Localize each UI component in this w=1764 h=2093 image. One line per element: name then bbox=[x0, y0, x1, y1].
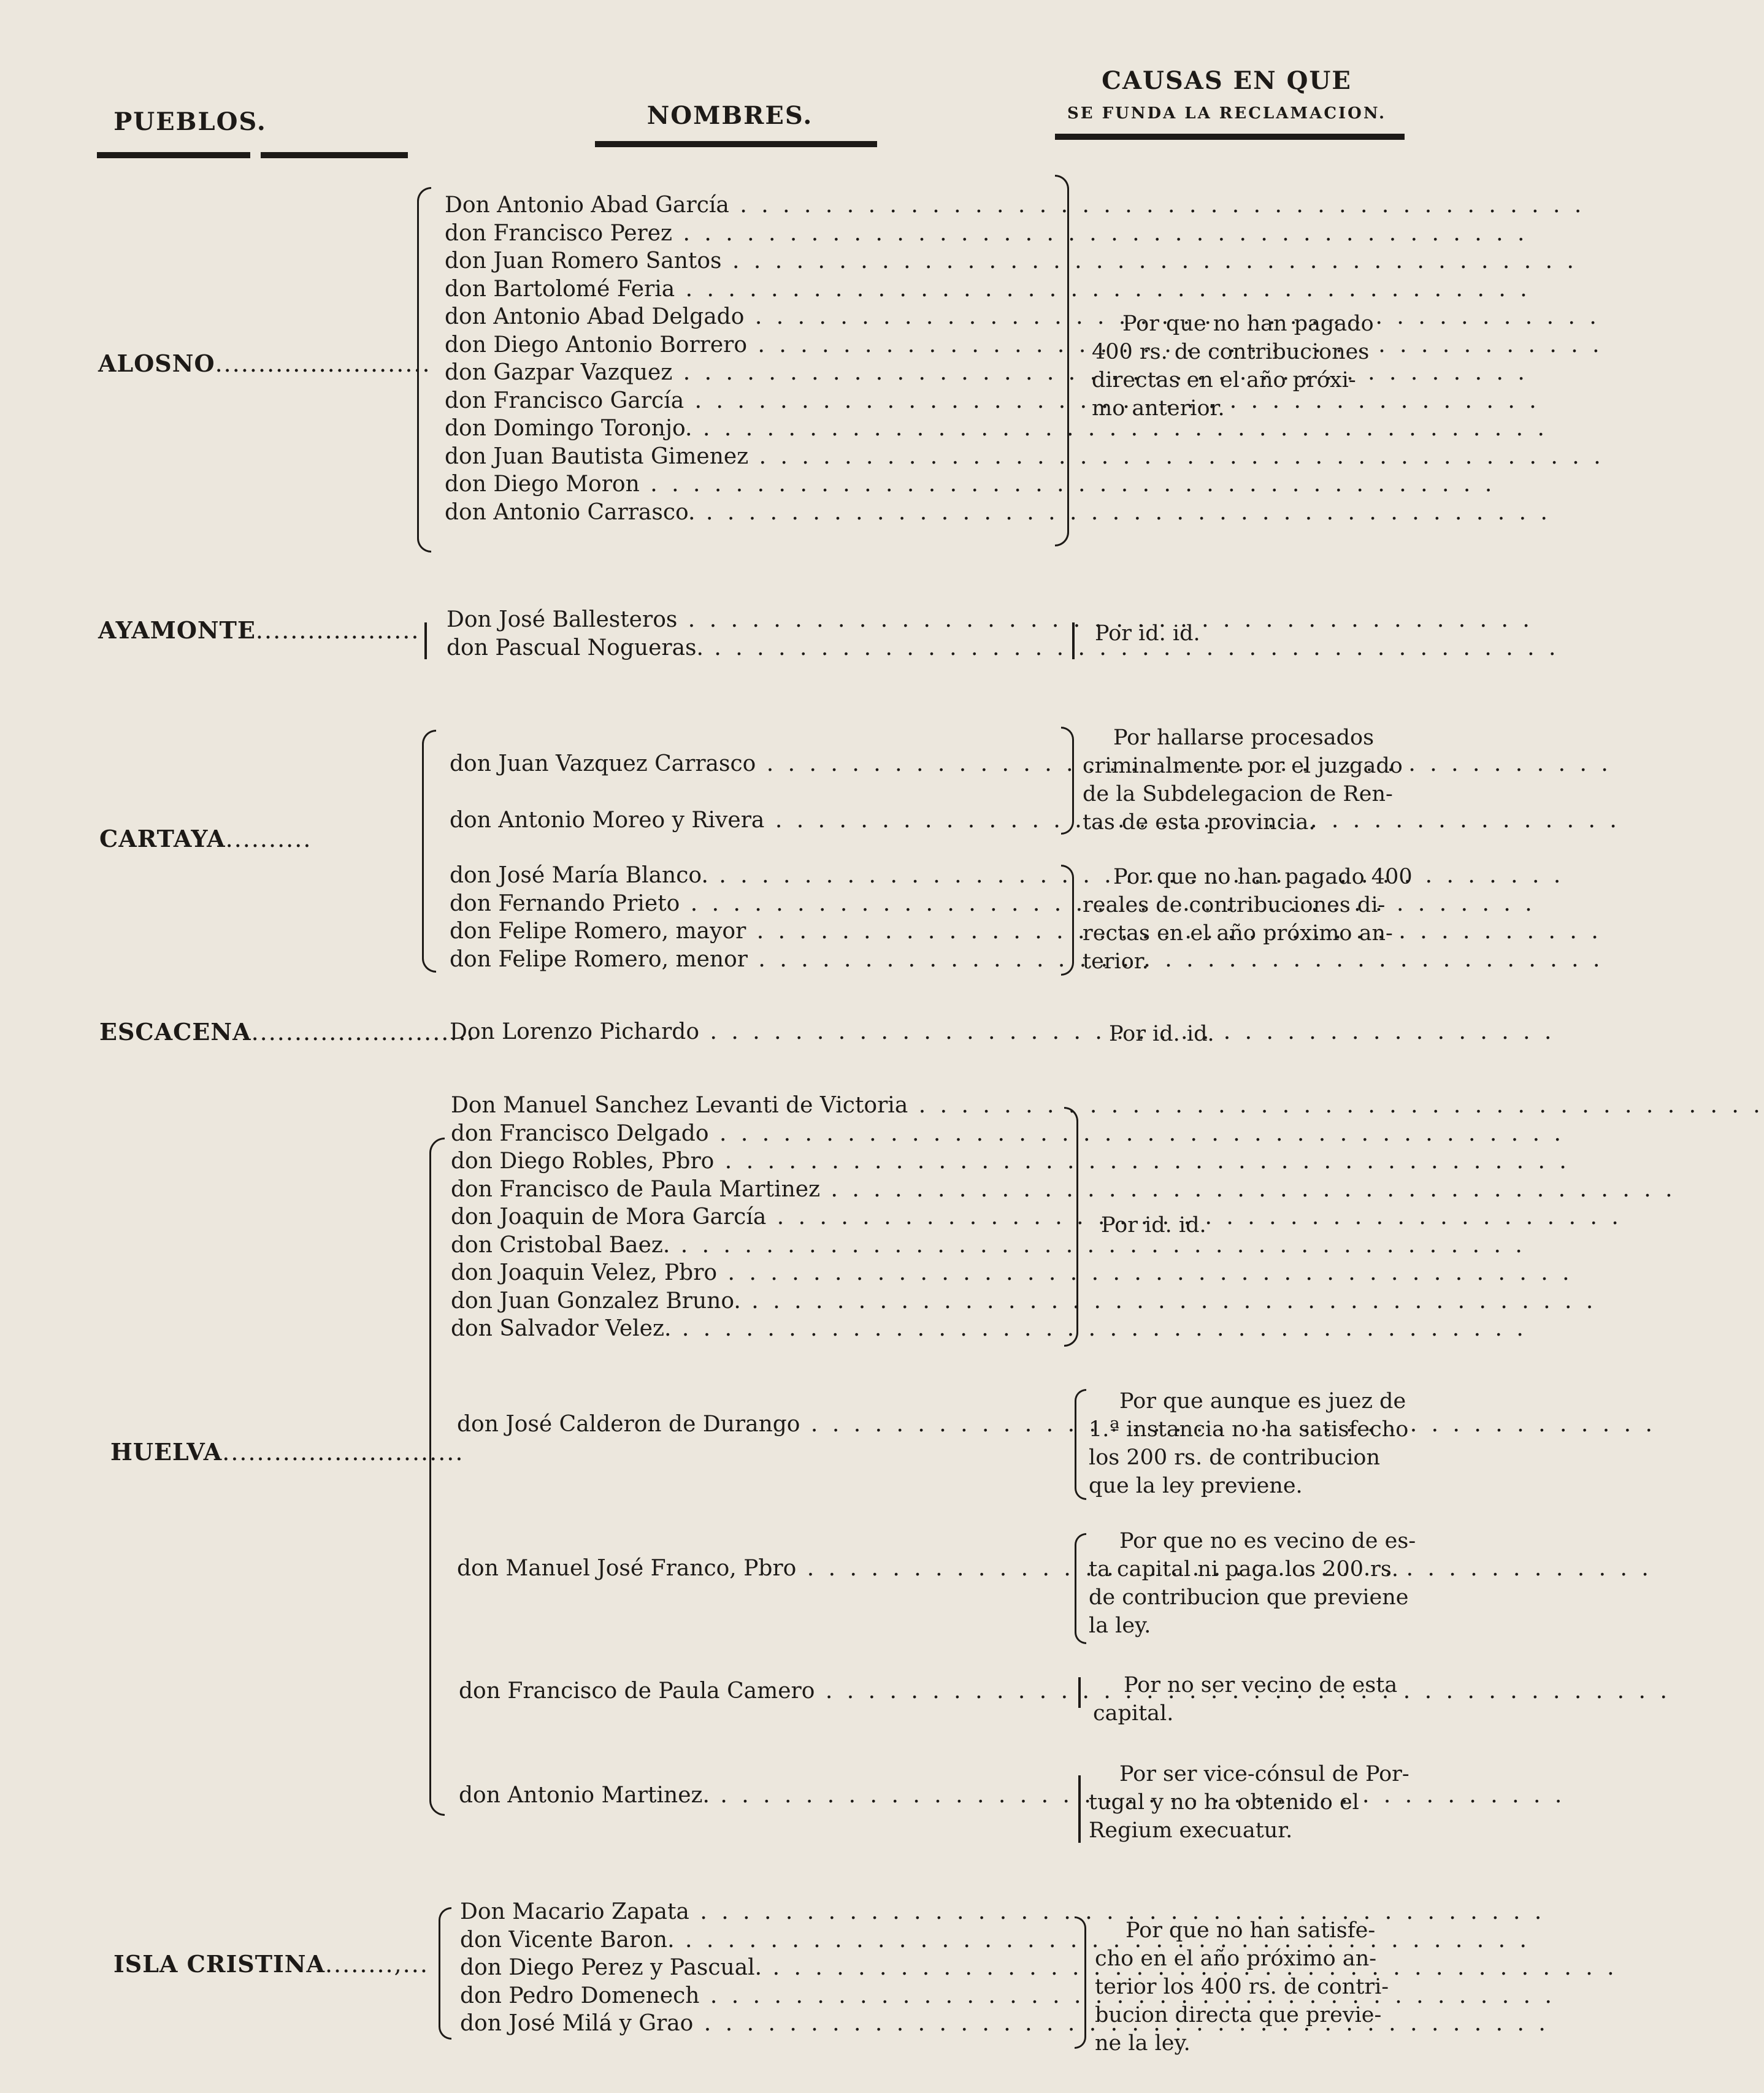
names-huelva-c bbox=[457, 1555, 1064, 1583]
left-brace bbox=[417, 187, 431, 553]
header-rule bbox=[595, 141, 877, 147]
name-entry: don Antonio Moreo y Rivera . . . bbox=[450, 792, 1063, 849]
cause-cartaya-b: Por que no han pagado 400 reales de contribuciones di- rectas en el año próximo an- terior. bbox=[1083, 865, 1413, 974]
name-entry: don Pedro Domenech . . . bbox=[460, 1982, 1064, 2010]
name-entry: don Diego Antonio Borrero . . . bbox=[445, 331, 1058, 359]
name-entry: don Juan Bautista Gimenez . . . bbox=[445, 443, 1058, 471]
brace-bar bbox=[424, 622, 427, 659]
right-brace bbox=[1064, 1107, 1078, 1347]
name-entry: don Juan Gonzalez Bruno. . . . bbox=[451, 1287, 1064, 1315]
header-rule bbox=[97, 152, 250, 158]
names-ayamonte bbox=[447, 606, 1060, 662]
left-brace bbox=[439, 1907, 451, 2040]
name-entry: don Diego Moron . . . bbox=[445, 470, 1058, 499]
right-brace bbox=[1075, 1916, 1086, 2049]
header-causas-subtitle: SE FUNDA LA RECLAMACION. bbox=[1067, 104, 1386, 123]
name-entry: don Francisco García . . . bbox=[445, 387, 1058, 415]
pueblo-ayamonte: AYAMONTE................... bbox=[98, 616, 420, 644]
names-isla-cristina bbox=[460, 1898, 1064, 2038]
name-entry: don Pascual Nogueras. . . . bbox=[447, 634, 1060, 662]
name-entry: don Antonio Abad Delgado . . . bbox=[445, 303, 1058, 331]
name-entry: Don Manuel Sanchez Levanti de Victoria . . . bbox=[451, 1092, 1064, 1120]
names-huelva-b bbox=[457, 1410, 1064, 1439]
left-brace bbox=[422, 730, 436, 973]
pueblo-escacena: ESCACENA.......................... bbox=[99, 1018, 476, 1046]
pueblo-isla-cristina: ISLA CRISTINA........,... bbox=[113, 1950, 429, 1978]
pueblo-alosno: ALOSNO......................... bbox=[98, 350, 431, 377]
cause-huelva-b: Por que aunque es juez de 1.ª instancia no ha satisfecho los 200 rs. de contribucion que la ley previene. bbox=[1089, 1389, 1409, 1498]
right-brace bbox=[1061, 727, 1074, 835]
name-entry: don Fernando Prieto . . . bbox=[450, 890, 1063, 918]
name-entry: Don Lorenzo Pichardo . . . bbox=[450, 1018, 1063, 1046]
cause-isla-cristina: Por que no han satisfe- cho en el año próximo an- terior los 400 rs. de contri- bucion directa que previe- ne la ley. bbox=[1095, 1918, 1389, 2056]
header-causas: CAUSAS EN QUE bbox=[1102, 66, 1352, 95]
name-entry: don Antonio Martinez. . . . bbox=[459, 1781, 1063, 1810]
cause-escacena: Por id. id. bbox=[1109, 1022, 1214, 1046]
name-entry: don Antonio Carrasco. . . . bbox=[445, 499, 1058, 527]
name-entry: don Felipe Romero, menor . . . bbox=[450, 946, 1063, 974]
name-entry: don Joaquin Velez, Pbro . . . bbox=[451, 1259, 1064, 1287]
names-cartaya-a bbox=[450, 736, 1063, 849]
name-entry: don Diego Robles, Pbro . . . bbox=[451, 1147, 1064, 1176]
name-entry: don Francisco de Paula Camero . . . bbox=[459, 1677, 1063, 1705]
names-alosno bbox=[445, 191, 1058, 526]
pueblo-cartaya: CARTAYA.......... bbox=[99, 825, 312, 852]
name-entry: don Juan Romero Santos . . . bbox=[445, 247, 1058, 275]
names-huelva-e bbox=[459, 1781, 1063, 1810]
right-brace bbox=[1061, 865, 1074, 976]
name-entry: don Cristobal Baez. . . . bbox=[451, 1231, 1064, 1260]
left-brace bbox=[1075, 1389, 1086, 1500]
cause-huelva-c: Por que no es vecino de es- ta capital ni paga los 200 rs. de contribucion que previene la ley. bbox=[1089, 1529, 1416, 1638]
cause-ayamonte: Por id. id. bbox=[1095, 621, 1200, 646]
names-cartaya-b bbox=[450, 862, 1063, 973]
name-entry: don José Milá y Grao . . . bbox=[460, 2010, 1064, 2038]
cause-alosno: Por que no han pagado 400 rs. de contribuciones directas en el año próxi- mo anterior. bbox=[1092, 312, 1374, 421]
name-entry: don Diego Perez y Pascual. . . . bbox=[460, 1954, 1064, 1982]
left-brace bbox=[1075, 1533, 1086, 1644]
name-entry: don Gazpar Vazquez . . . bbox=[445, 359, 1058, 387]
names-escacena bbox=[450, 1018, 1063, 1046]
name-entry: don Joaquin de Mora García . . . bbox=[451, 1203, 1064, 1231]
brace-bar bbox=[1072, 622, 1075, 659]
name-entry: don Bartolomé Feria . . . bbox=[445, 275, 1058, 304]
right-brace bbox=[1055, 175, 1069, 546]
cause-huelva-a: Por id. id. bbox=[1101, 1213, 1206, 1238]
name-entry: don Manuel José Franco, Pbro . . . bbox=[457, 1555, 1064, 1583]
name-entry: don José María Blanco. . . . bbox=[450, 862, 1063, 890]
name-entry: don Domingo Toronjo. . . . bbox=[445, 415, 1058, 443]
left-brace bbox=[429, 1138, 445, 1816]
name-entry: don Francisco de Paula Martinez . . . bbox=[451, 1176, 1064, 1204]
header-pueblos: PUEBLOS. bbox=[113, 107, 267, 136]
names-huelva-a bbox=[451, 1092, 1064, 1343]
header-nombres: NOMBRES. bbox=[646, 101, 813, 130]
name-entry: don Vicente Baron. . . . bbox=[460, 1926, 1064, 1954]
name-entry: Don José Ballesteros . . . bbox=[447, 606, 1060, 634]
name-entry: Don Macario Zapata . . . bbox=[460, 1898, 1064, 1926]
name-entry: don José Calderon de Durango . . . bbox=[457, 1410, 1064, 1439]
pueblo-huelva: HUELVA............................ bbox=[110, 1438, 464, 1466]
brace-bar bbox=[1078, 1775, 1081, 1843]
name-entry: don Salvador Velez. . . . bbox=[451, 1315, 1064, 1343]
name-entry: don Juan Vazquez Carrasco . . . bbox=[450, 736, 1063, 792]
cause-cartaya-a: Por hallarse procesados criminalmente por el juzgado de la Subdelegacion de Ren- tas de esta provincia. bbox=[1083, 725, 1403, 835]
header-rule bbox=[261, 152, 408, 158]
name-entry: don Felipe Romero, mayor . . . bbox=[450, 917, 1063, 946]
name-entry: don Francisco Perez . . . bbox=[445, 220, 1058, 248]
header-rule bbox=[1055, 134, 1405, 140]
name-entry: don Francisco Delgado . . . bbox=[451, 1120, 1064, 1148]
name-entry: Don Antonio Abad García . . . bbox=[445, 191, 1058, 220]
cause-huelva-e: Por ser vice-cónsul de Por- tugal y no ha obtenido el Regium execuatur. bbox=[1089, 1762, 1409, 1843]
brace-bar bbox=[1078, 1677, 1081, 1708]
cause-huelva-d: Por no ser vecino de esta capital. bbox=[1093, 1673, 1398, 1726]
names-huelva-d bbox=[459, 1677, 1063, 1705]
